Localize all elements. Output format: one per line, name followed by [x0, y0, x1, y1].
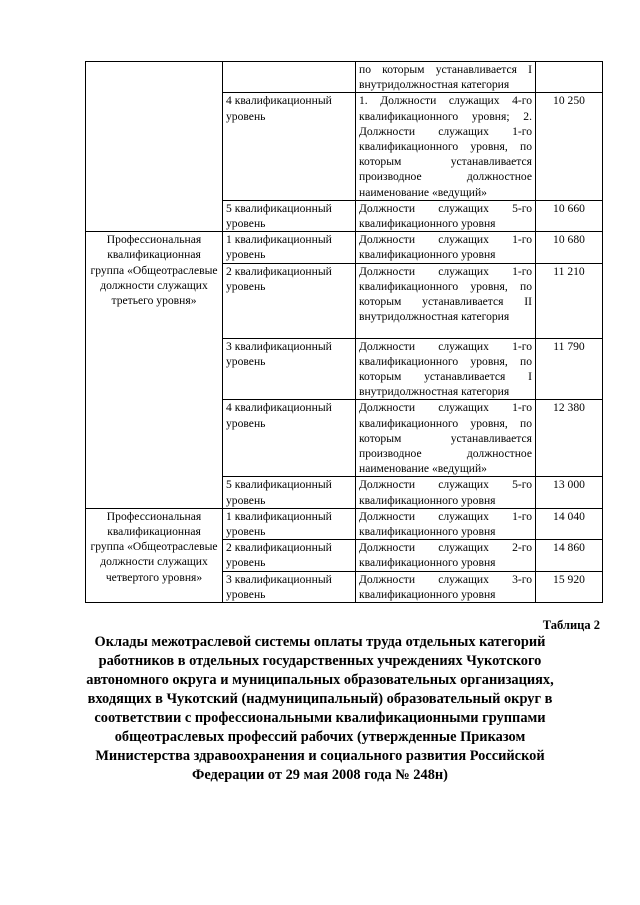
level-cell: 3 квалификационный уровень	[223, 571, 356, 602]
salary-cell: 14 860	[536, 540, 603, 571]
group-cell: Профессиональная квалификационная группа «Общеотраслевые должности служащих третьего уровня»	[86, 232, 223, 509]
position-cell: Должности служащих 3-го квалификационного уровня	[356, 571, 536, 602]
salary-cell: 11 790	[536, 338, 603, 400]
level-cell: 4 квалификационный уровень	[223, 93, 356, 200]
level-cell: 1 квалификационный уровень	[223, 508, 356, 539]
level-cell: 2 квалификационный уровень	[223, 263, 356, 338]
position-cell: Должности служащих 1-го квалификационного уровня, по которым устанавливается II внутридолжностная категория	[356, 263, 536, 338]
table-row	[86, 232, 603, 263]
table-row	[86, 508, 603, 539]
salary-cell: 14 040	[536, 508, 603, 539]
table-title: Оклады межотраслевой системы оплаты труда отдельных категорий работников в отдельных государственных учреждениях Чукотского автономного округа и муниципальных образовательных организациях, входящих в Чукотский (надмуниципальный) образовательный округ в соответствии с профессиональными квалификационными группами общеотраслевых профессий рабочих (утвержденные Приказом Министерства здравоохранения и социального развития Российской Федерации от 29 мая 2008 года № 248н)	[86, 634, 554, 783]
table-row	[86, 62, 603, 93]
level-cell: 4 квалификационный уровень	[223, 400, 356, 477]
salary-cell: 12 380	[536, 400, 603, 477]
table-number-label: Таблица 2	[542, 618, 600, 632]
salary-cell: 10 250	[536, 93, 603, 200]
level-cell: 5 квалификационный уровень	[223, 200, 356, 231]
salary-cell	[536, 62, 603, 93]
position-cell: Должности служащих 1-го квалификационного уровня, по которым устанавливается I внутридолжностная категория	[356, 338, 536, 400]
salary-cell: 15 920	[536, 571, 603, 602]
salary-cell: 10 660	[536, 200, 603, 231]
position-cell: Должности служащих 1-го квалификационного уровня, по которым устанавливается производное должностное наименование «ведущий»	[356, 400, 536, 477]
position-cell: Должности служащих 1-го квалификационного уровня	[356, 508, 536, 539]
group-cell	[86, 62, 223, 232]
level-cell: 2 квалификационный уровень	[223, 540, 356, 571]
level-cell: 3 квалификационный уровень	[223, 338, 356, 400]
position-cell: Должности служащих 2-го квалификационного уровня	[356, 540, 536, 571]
position-cell: 1. Должности служащих 4-го квалификационного уровня; 2. Должности служащих 1-го квалификационного уровня, по которым устанавливается производное должностное наименование «ведущий»	[356, 93, 536, 200]
level-cell	[223, 62, 356, 93]
position-cell: Должности служащих 1-го квалификационного уровня	[356, 232, 536, 263]
position-cell: по которым устанавливается I внутридолжностная категория	[356, 62, 536, 93]
salary-cell: 10 680	[536, 232, 603, 263]
position-cell: Должности служащих 5-го квалификационного уровня	[356, 477, 536, 508]
level-cell: 5 квалификационный уровень	[223, 477, 356, 508]
group-cell: Профессиональная квалификационная группа «Общеотраслевые должности служащих четвертого уровня»	[86, 508, 223, 602]
salary-cell: 11 210	[536, 263, 603, 338]
salary-cell: 13 000	[536, 477, 603, 508]
salary-table	[85, 61, 603, 603]
level-cell: 1 квалификационный уровень	[223, 232, 356, 263]
position-cell: Должности служащих 5-го квалификационного уровня	[356, 200, 536, 231]
